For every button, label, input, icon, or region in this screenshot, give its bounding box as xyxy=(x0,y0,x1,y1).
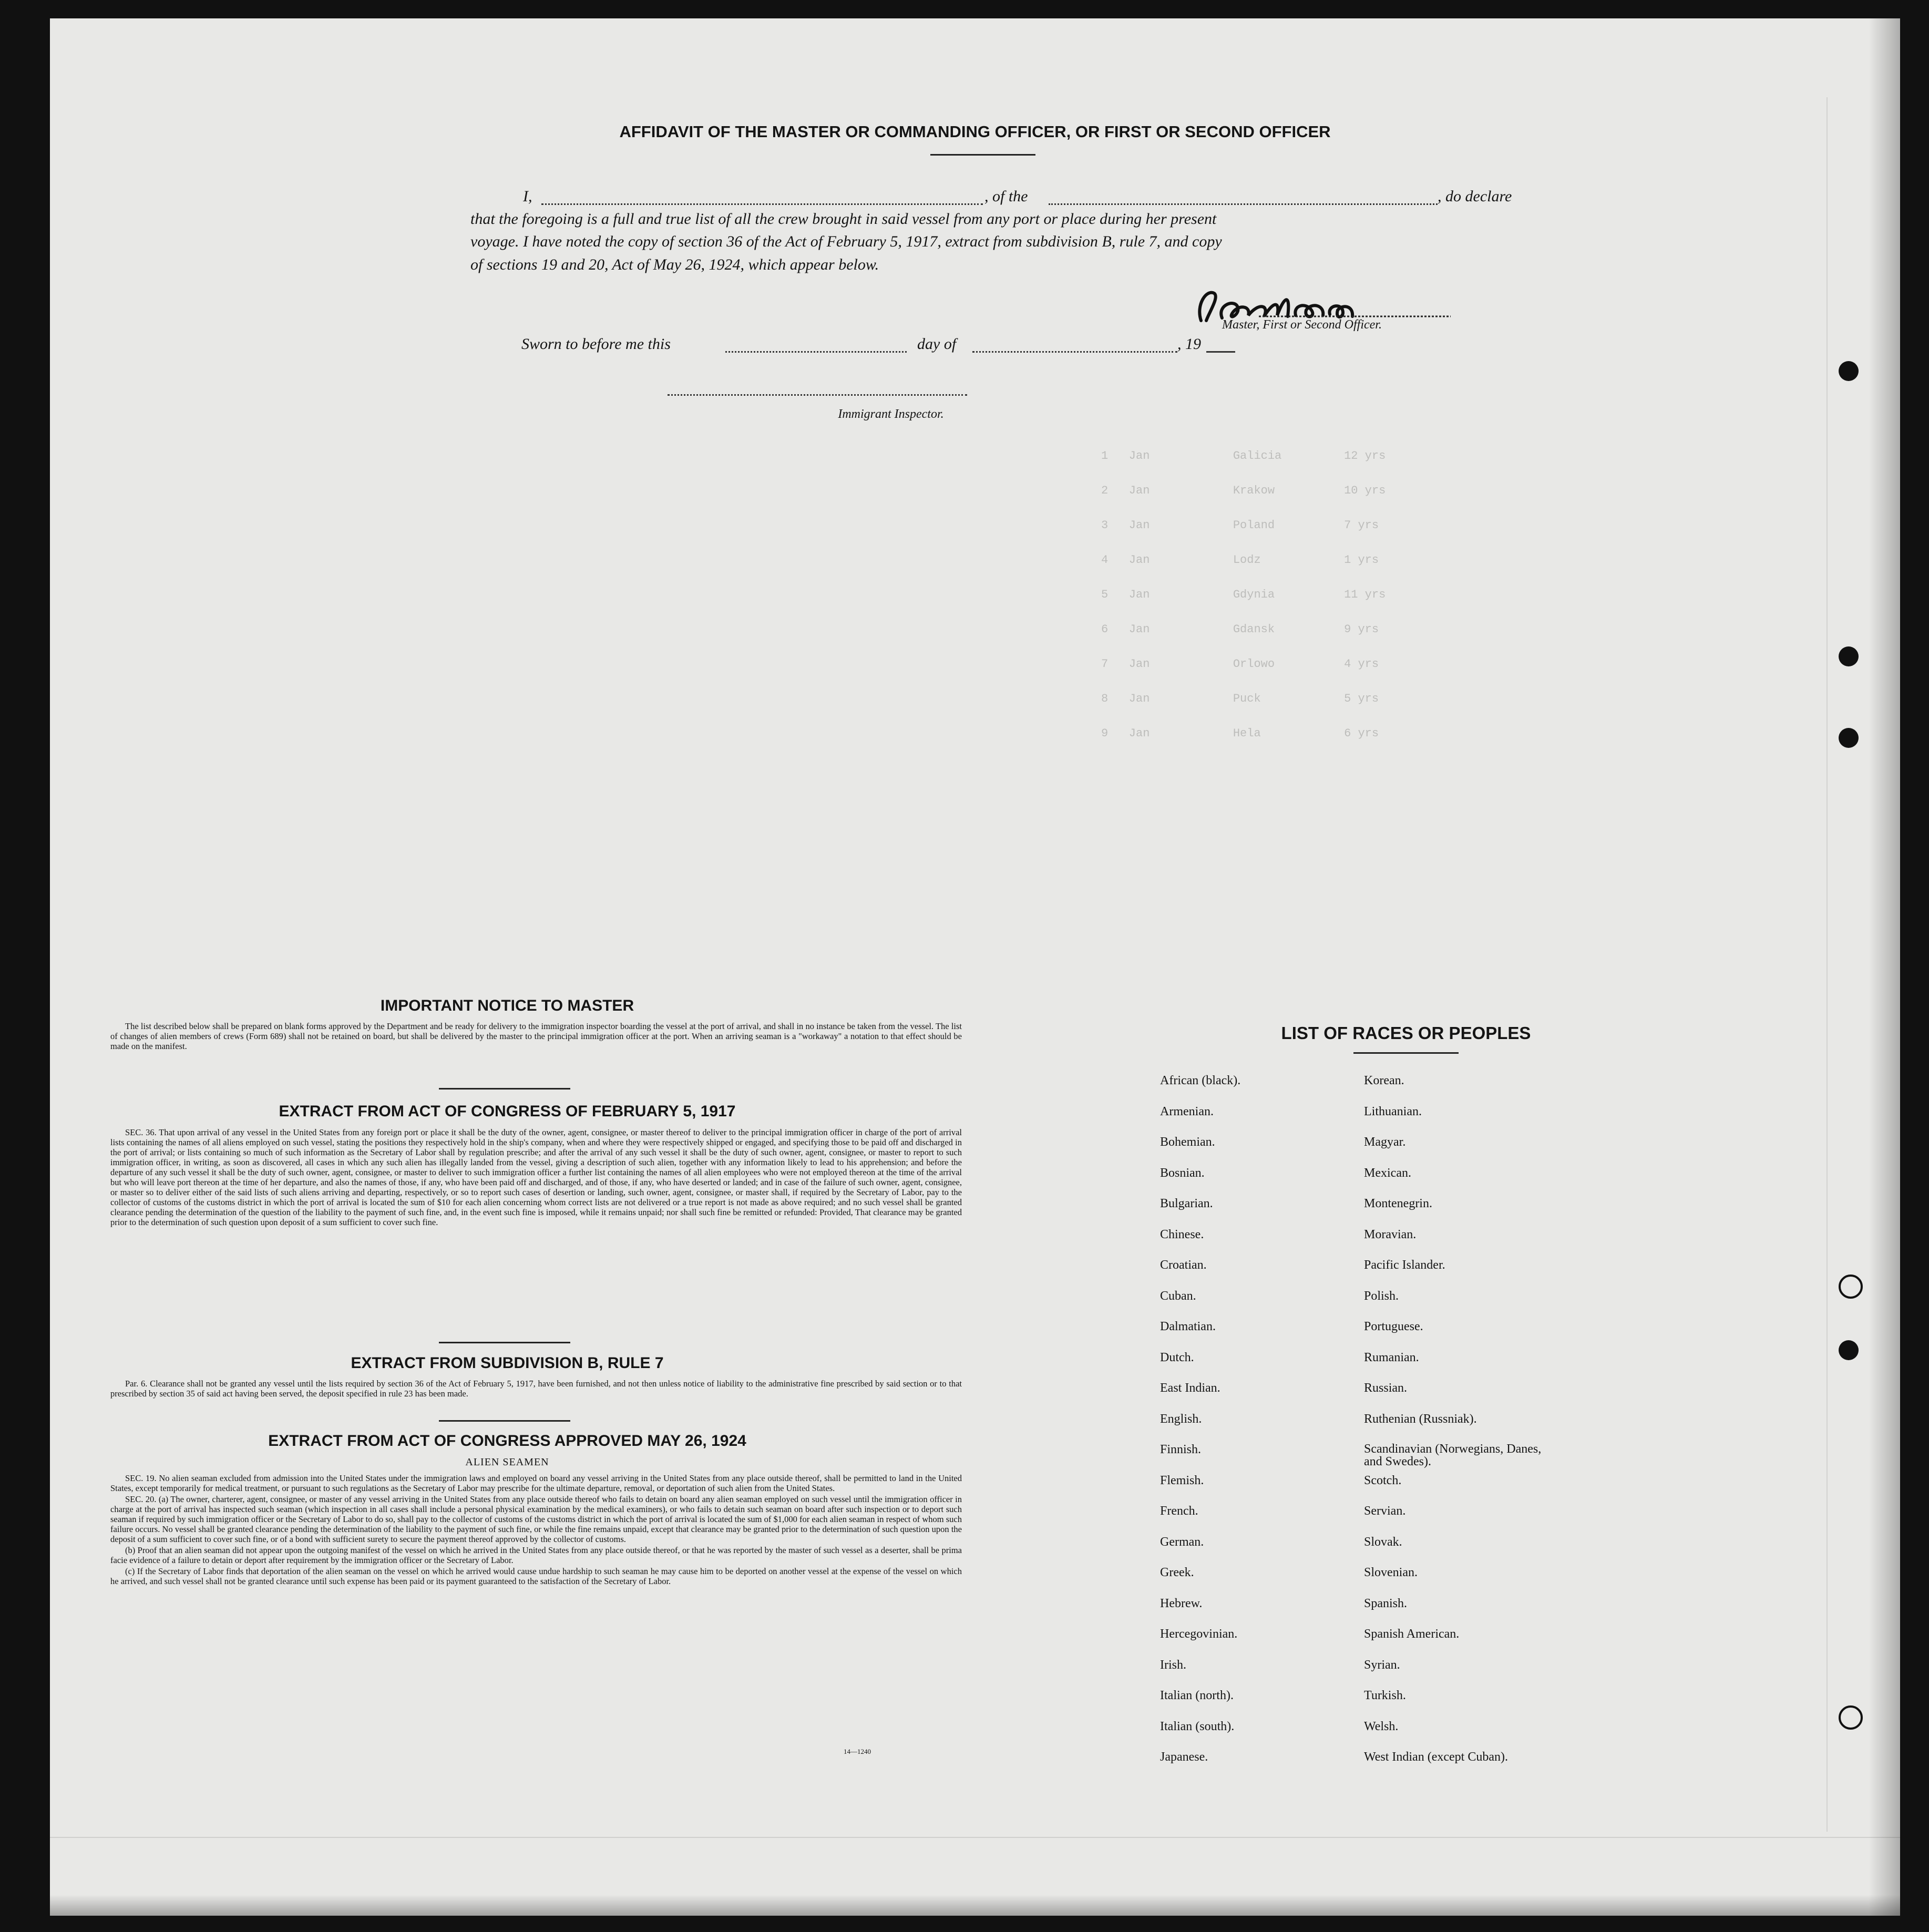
bleed-through-rule xyxy=(50,1837,1900,1838)
inspector-caption: Immigrant Inspector. xyxy=(838,407,944,421)
race-item: Ruthenian (Russniak). xyxy=(1364,1412,1477,1426)
extract-1917-title: EXTRACT FROM ACT OF CONGRESS OF FEBRUARY 5, 1917 xyxy=(279,1103,736,1120)
race-item: Moravian. xyxy=(1364,1227,1417,1241)
section-20a-paragraph: SEC. 20. (a) The owner, charterer, agent, consignee, or master of any vessel arriving in the United States from any place outside thereof who fails to detain on board any alien seaman employed on such vessel until the immigration officer in charge at the port of arrival has inspected such seaman (which inspection in all cases shall include a personal physical examination by the medical examiners), or who fails to detain such seaman on board after such inspection or to deport such seaman if required by such immigration officer or the Secretary of Labor to do so, shall pay to the collector of customs of the customs district in which the port of arrival is located the sum of $1,000 for each alien seaman in respect of whom such failure occurs. No vessel shall be granted clearance pending the determination of the liability to the payment of such fine, or while the fine remains unpaid, except that clearance may be granted prior to the determination of such question upon the deposit of a sum sufficient to cover such fine, or of a bond with sufficient surety to secure the payment thereof approved by the collector of customs. xyxy=(110,1494,962,1544)
section-20b-paragraph: (b) Proof that an alien seaman did not appear upon the outgoing manifest of the vessel on which he arrived in the United States from any place outside thereof, or that he was reported by the master of such vessel as a deserter, shall be prima facie evidence of a failure to detain or deport after requirement by the immigration officer or the Secretary of Labor. xyxy=(110,1545,962,1565)
race-item: Korean. xyxy=(1364,1074,1404,1087)
notice-title: IMPORTANT NOTICE TO MASTER xyxy=(380,997,634,1014)
race-item: Lithuanian. xyxy=(1364,1104,1422,1118)
race-item: Chinese. xyxy=(1160,1227,1204,1241)
affidavit-i: I, xyxy=(523,188,532,205)
race-item: Japanese. xyxy=(1160,1750,1208,1764)
notice-divider xyxy=(439,1088,570,1090)
section-36-paragraph: SEC. 36. That upon arrival of any vessel in the United States from any foreign port or place it shall be the duty of the owner, agent, consignee, or master thereof to deliver to the principal immigration officer in charge of the port of arrival lists containing the names of all aliens employed on such vessel, stating the positions they respectively hold in the ship's company, when and where they were respectively shipped or engaged, and specifying those to be paid off and discharged in the port of arrival; or lists containing so much of such information as the Secretary of Labor shall by regulation prescribe; and after the arrival of any such vessel it shall be the duty of such owner, agent, consignee, or master to report to such immigration officer, in writing, as soon as discovered, all cases in which any such alien has illegally landed from the vessel, giving a description of such alien, together with any information likely to lead to his apprehension; and before the departure of any such vessel it shall be the duty of such owner, agent, consignee, or master to deliver to such immigration officer a further list containing the names of all alien employees who were not employed thereon at the time of the arrival but who will leave port thereon at the time of her departure, and also the names of those, if any, who have been paid off and discharged, and of those, if any, who have deserted or landed; and in case of the failure of such owner, agent, consignee, or master so to deliver either of the said lists of such aliens arriving and departing, respectively, or so to report such cases of desertion or landing, such owner, agent, consignee, or master shall, if required by the Secretary of Labor, pay to the collector of customs of the customs district in which the port of arrival is located the sum of $10 for each alien concerning whom correct lists are not delivered or a true report is not made as above required; and no such vessel shall be granted clearance pending the determination of the question of the liability to the payment of such fine, and, in the event such fine is imposed, while it remains unpaid; nor shall such fine be remitted or refunded: Provided, That clearance may be granted prior to the determination of such question upon deposit of a sum sufficient to cover such fine. xyxy=(110,1127,962,1227)
affidavit-line-2: that the foregoing is a full and true list of all the crew brought in said vessel from any port or place during her present xyxy=(470,210,1217,228)
race-item: English. xyxy=(1160,1412,1202,1426)
race-item: Bohemian. xyxy=(1160,1135,1215,1149)
page-edge-shadow xyxy=(1869,18,1900,1916)
race-item: Bosnian. xyxy=(1160,1166,1205,1180)
race-item: Portuguese. xyxy=(1364,1320,1423,1333)
year-label: , 19 xyxy=(1177,335,1201,353)
punch-hole xyxy=(1839,1275,1863,1299)
race-item: East Indian. xyxy=(1160,1381,1220,1395)
race-item: Flemish. xyxy=(1160,1473,1204,1487)
affidavit-do-declare: , do declare xyxy=(1438,188,1512,205)
race-item: Turkish. xyxy=(1364,1689,1406,1702)
race-item: Slovenian. xyxy=(1364,1566,1418,1579)
affidavit-title-rule xyxy=(930,154,1035,156)
race-item: Armenian. xyxy=(1160,1104,1214,1118)
race-item: Montenegrin. xyxy=(1364,1197,1432,1210)
race-item: Spanish. xyxy=(1364,1596,1408,1610)
extract-1917-text xyxy=(110,1127,962,1228)
punch-hole xyxy=(1839,1340,1859,1360)
bleed-through-text: 1 Jan Galicia 12 yrs 2 Jan Krakow 10 yrs 3 Jan Poland 7 yrs 4 Jan Lodz 1 yrs 5 Jan Gdynia 11 yrs 6 Jan Gdansk 9 yrs 7 Jan Orlowo 4 yrs 8 Jan Puck 5 yrs 9 Jan Hela 6 yrs xyxy=(1101,449,1386,740)
form-number: 14—1240 xyxy=(844,1748,871,1755)
races-title: LIST OF RACES OR PEOPLES xyxy=(1281,1023,1531,1043)
race-item: Mexican. xyxy=(1364,1166,1411,1180)
race-item: Greek. xyxy=(1160,1566,1194,1579)
race-item: Servian. xyxy=(1364,1504,1406,1518)
affidavit-line-3: voyage. I have noted the copy of section 36 of the Act of February 5, 1917, extract from subdivision B, rule 7, and copy xyxy=(470,233,1222,250)
extract-1924-text xyxy=(110,1473,962,1587)
race-item: Spanish American. xyxy=(1364,1627,1460,1641)
race-item: Italian (south). xyxy=(1160,1719,1235,1733)
year-field[interactable] xyxy=(1206,351,1235,353)
race-item: West Indian (except Cuban). xyxy=(1364,1750,1508,1764)
race-item: African (black). xyxy=(1160,1074,1241,1087)
affidavit-line-4: of sections 19 and 20, Act of May 26, 1924, which appear below. xyxy=(470,256,879,273)
race-item: Finnish. xyxy=(1160,1443,1202,1456)
race-item: Pacific Islander. xyxy=(1364,1258,1445,1272)
bleed-through-rule xyxy=(1827,97,1828,1832)
punch-hole xyxy=(1839,1705,1863,1730)
race-item: Bulgarian. xyxy=(1160,1197,1213,1210)
page-edge-shadow xyxy=(50,1895,1900,1916)
name-field[interactable] xyxy=(541,203,983,205)
section-20c-paragraph: (c) If the Secretary of Labor finds that deportation of the alien seaman on the vessel on which he arrived would cause undue hardship to such seaman he may cause him to be deported on another vessel at the expense of the vessel on which he arrived, and such vessel shall not be granted clearance until such expense has been paid or its payment guaranteed to the satisfaction of the Secretary of Labor. xyxy=(110,1566,962,1586)
race-item: Croatian. xyxy=(1160,1258,1207,1272)
race-item: Syrian. xyxy=(1364,1658,1400,1672)
sworn-day-field[interactable] xyxy=(725,351,907,353)
extract-1924-title: EXTRACT FROM ACT OF CONGRESS APPROVED MAY 26, 1924 xyxy=(268,1432,746,1450)
race-item: Slovak. xyxy=(1364,1535,1402,1549)
rule-7-divider xyxy=(439,1420,570,1422)
notice-text xyxy=(110,1021,962,1052)
race-item: Cuban. xyxy=(1160,1289,1196,1303)
race-item: Dutch. xyxy=(1160,1350,1194,1364)
race-item: Rumanian. xyxy=(1364,1350,1419,1364)
race-item: Scandinavian (Norwegians, Danes, and Swedes). xyxy=(1364,1442,1542,1468)
race-item: German. xyxy=(1160,1535,1204,1549)
day-of-label: day of xyxy=(917,335,957,353)
race-item: Hercegovinian. xyxy=(1160,1627,1238,1641)
rule-7-paragraph: Par. 6. Clearance shall not be granted any vessel until the lists required by section 36 of the Act of February 5, 1917, have been furnished, and not then unless notice of liability to the administrative fine prescribed by said section or to that prescribed by section 35 of said act having been served, the deposit specified in rule 23 has been made. xyxy=(110,1379,962,1399)
document-page xyxy=(50,18,1900,1916)
race-item: Polish. xyxy=(1364,1289,1399,1303)
affidavit-title: AFFIDAVIT OF THE MASTER OR COMMANDING OFFICER, OR FIRST OR SECOND OFFICER xyxy=(619,122,1331,141)
signature-caption: Master, First or Second Officer. xyxy=(1222,318,1382,332)
vessel-field[interactable] xyxy=(1049,203,1438,205)
punch-hole xyxy=(1839,361,1859,381)
alien-seamen-subtitle: ALIEN SEAMEN xyxy=(465,1456,549,1468)
punch-hole xyxy=(1839,646,1859,666)
race-item: Irish. xyxy=(1160,1658,1186,1672)
sworn-label: Sworn to before me this xyxy=(521,335,671,353)
rule-7-text xyxy=(110,1379,962,1400)
races-title-rule xyxy=(1353,1052,1459,1054)
inspector-signature-field[interactable] xyxy=(668,394,967,396)
race-item: Russian. xyxy=(1364,1381,1408,1395)
rule-7-title: EXTRACT FROM SUBDIVISION B, RULE 7 xyxy=(351,1354,664,1372)
race-item: Magyar. xyxy=(1364,1135,1406,1149)
affidavit-of-the: , of the xyxy=(984,188,1028,205)
sworn-month-field[interactable] xyxy=(972,351,1177,353)
race-item: Scotch. xyxy=(1364,1473,1402,1487)
race-item: Italian (north). xyxy=(1160,1689,1234,1702)
notice-paragraph: The list described below shall be prepared on blank forms approved by the Department and be ready for delivery to the immigration inspector boarding the vessel at the port of arrival, and shall in no instance be taken from the vessel. The list of changes of alien members of crews (Form 689) shall not be retained on board, but shall be delivered by the master to the principal immigration officer at the port. When an arriving seaman is a "workaway" a notation to that effect should be made on the manifest. xyxy=(110,1021,962,1051)
race-item: Dalmatian. xyxy=(1160,1320,1216,1333)
section-19-paragraph: SEC. 19. No alien seaman excluded from admission into the United States under the immigration laws and employed on board any vessel arriving in the United States from any place outside thereof, shall be permitted to land in the United States, except temporarily for medical treatment, or pursuant to such regulations as the Secretary of Labor may prescribe for the ultimate departure, removal, or deportation of such alien from the United States. xyxy=(110,1473,962,1493)
race-item: Welsh. xyxy=(1364,1719,1399,1733)
race-item: French. xyxy=(1160,1504,1198,1518)
punch-hole xyxy=(1839,728,1859,748)
extract-1917-divider xyxy=(439,1342,570,1343)
race-item: Hebrew. xyxy=(1160,1596,1203,1610)
